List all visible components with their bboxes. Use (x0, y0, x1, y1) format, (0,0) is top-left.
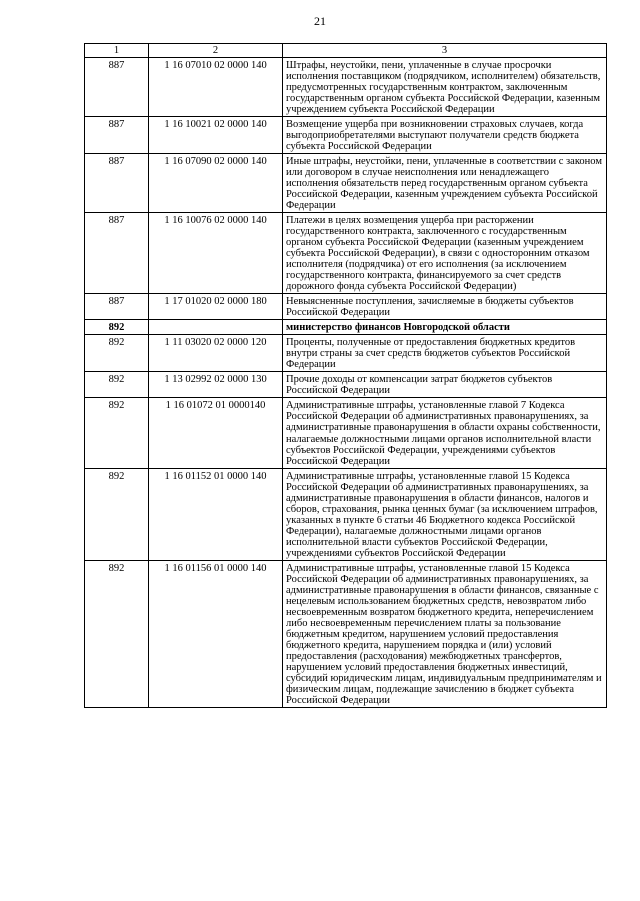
table-row (85, 117, 607, 154)
revenue-description: Возмещение ущерба при возникновении страховых случаев, когда выгодоприобретателями выступают получатели средств бюджета субъекта Российской Федерации (283, 117, 607, 154)
administrator-code: 887 (85, 294, 149, 320)
table-row (85, 58, 607, 117)
revenue-code: 1 16 07090 02 0000 140 (149, 154, 283, 213)
table-row (85, 560, 607, 707)
table-row (85, 372, 607, 398)
administrator-code: 892 (85, 560, 149, 707)
revenue-description: Иные штрафы, неустойки, пени, уплаченные в соответствии с законом или договором в случае неисполнения или ненадлежащего исполнения обязательств перед государственным органом субъекта Российской Федерации, казенным учреждением субъекта Российской Федерации (283, 154, 607, 213)
revenue-code: 1 16 01072 01 0000140 (149, 398, 283, 468)
column-header-2: 2 (149, 44, 283, 58)
revenue-description: министерство финансов Новгородской области (283, 320, 607, 335)
revenue-code: 1 16 10076 02 0000 140 (149, 213, 283, 294)
administrator-code: 887 (85, 154, 149, 213)
revenue-code: 1 17 01020 02 0000 180 (149, 294, 283, 320)
table-row (85, 335, 607, 372)
table-row (85, 213, 607, 294)
table-body (85, 58, 607, 708)
table-row (85, 154, 607, 213)
administrator-code: 892 (85, 372, 149, 398)
column-header-3: 3 (283, 44, 607, 58)
revenue-code: 1 16 01156 01 0000 140 (149, 560, 283, 707)
revenue-code: 1 16 01152 01 0000 140 (149, 468, 283, 560)
revenue-description: Административные штрафы, установленные главой 7 Кодекса Российской Федерации об административных правонарушениях, за административные правонарушения в области охраны собственности, налагаемые должностными лицами органов исполнительной власти субъектов Российской Федерации, учреждениями субъектов Российской Федерации (283, 398, 607, 468)
revenue-description: Платежи в целях возмещения ущерба при расторжении государственного контракта, заключенного с государственным органом субъекта Российской Федерации (казенным учреждением субъекта Российской Федерации), в связи с односторонним отказом исполнителя (подрядчика) от его исполнения (за исключением государственного контракта, финансируемого за счет средств дорожного фонда субъекта Российской Федерации) (283, 213, 607, 294)
column-header-1: 1 (85, 44, 149, 58)
revenue-classification-table (84, 43, 607, 708)
table-group-row (85, 320, 607, 335)
administrator-code: 892 (85, 320, 149, 335)
table-header-row (85, 44, 607, 58)
revenue-code: 1 16 10021 02 0000 140 (149, 117, 283, 154)
administrator-code: 892 (85, 468, 149, 560)
table-row (85, 294, 607, 320)
table-row (85, 398, 607, 468)
administrator-code: 887 (85, 213, 149, 294)
revenue-code: 1 13 02992 02 0000 130 (149, 372, 283, 398)
revenue-description: Проценты, полученные от предоставления бюджетных кредитов внутри страны за счет средств бюджетов субъектов Российской Федерации (283, 335, 607, 372)
revenue-code (149, 320, 283, 335)
administrator-code: 887 (85, 58, 149, 117)
revenue-description: Штрафы, неустойки, пени, уплаченные в случае просрочки исполнения поставщиком (подрядчиком, исполнителем) обязательств, предусмотренных государственным контрактом, заключенным государственным органом субъекта Российской Федерации, казенным учреждением субъекта Российской Федерации (283, 58, 607, 117)
administrator-code: 892 (85, 398, 149, 468)
revenue-description: Прочие доходы от компенсации затрат бюджетов субъектов Российской Федерации (283, 372, 607, 398)
page-number: 21 (314, 14, 326, 28)
revenue-description: Административные штрафы, установленные главой 15 Кодекса Российской Федерации об административных правонарушениях, за административные правонарушения в области финансов, налогов и сборов, страхования, рынка ценных бумаг (за исключением штрафов, указанных в пункте 6 статьи 46 Бюджетного кодекса Российской Федерации), налагаемые должностными лицами органов исполнительной власти субъектов Российской Федерации, учреждениями субъектов Российской Федерации (283, 468, 607, 560)
table-row (85, 468, 607, 560)
administrator-code: 887 (85, 117, 149, 154)
revenue-code: 1 16 07010 02 0000 140 (149, 58, 283, 117)
revenue-code: 1 11 03020 02 0000 120 (149, 335, 283, 372)
revenue-description: Невыясненные поступления, зачисляемые в бюджеты субъектов Российской Федерации (283, 294, 607, 320)
revenue-description: Административные штрафы, установленные главой 15 Кодекса Российской Федерации об административных правонарушениях, за административные правонарушения в области финансов, связанные с нецелевым использованием бюджетных средств, невозвратом либо несвоевременным возвратом бюджетного кредита, неперечислением либо несвоевременным перечислением платы за пользование бюджетным кредитом, нарушением условий предоставления бюджетного кредита, нарушением порядка и (или) условий предоставления (расходования) межбюджетных трансфертов, нарушением условий предоставления бюджетных инвестиций, субсидий юридическим лицам, индивидуальным предпринимателям и физическим лицам, подлежащие зачислению в бюджет субъекта Российской Федерации (283, 560, 607, 707)
administrator-code: 892 (85, 335, 149, 372)
